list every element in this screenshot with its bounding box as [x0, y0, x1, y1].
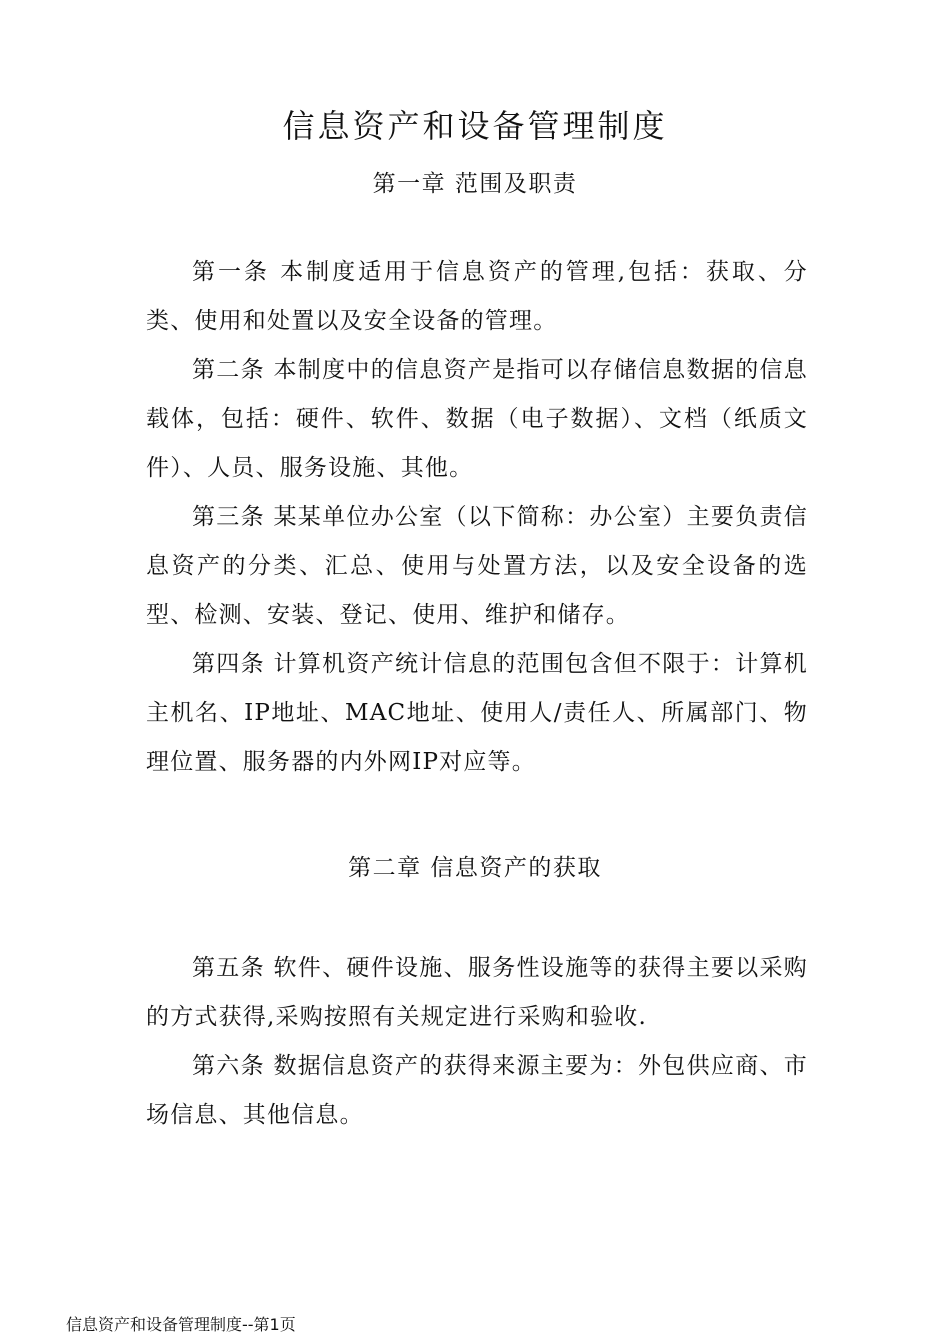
article-paragraph: 第四条 计算机资产统计信息的范围包含但不限于：计算机主机名、IP地址、MAC地址、使用人/责任人、所属部门、物理位置、服务器的内外网IP对应等。 — [146, 651, 808, 775]
article-paragraph: 第二条 本制度中的信息资产是指可以存储信息数据的信息载体，包括：硬件、软件、数据（电子数据）、文档（纸质文件）、人员、服务设施、其他。 — [146, 357, 808, 481]
article-paragraph: 第五条 软件、硬件设施、服务性设施等的获得主要以采购的方式获得,采购按照有关规定进行采购和验收. — [146, 955, 808, 1030]
chapter-title: 第一章 范围及职责 — [372, 171, 578, 197]
document-title: 信息资产和设备管理制度 — [282, 107, 668, 145]
chapter-title: 第二章 信息资产的获取 — [348, 855, 602, 881]
page-footer: 信息资产和设备管理制度--第1页 — [66, 1315, 296, 1334]
article-paragraph: 第三条 某某单位办公室（以下简称：办公室）主要负责信息资产的分类、汇总、使用与处置方法，以及安全设备的选型、检测、安装、登记、使用、维护和储存。 — [146, 504, 808, 628]
article-paragraph: 第六条 数据信息资产的获得来源主要为：外包供应商、市场信息、其他信息。 — [146, 1053, 808, 1128]
article-paragraph: 第一条 本制度适用于信息资产的管理,包括：获取、分类、使用和处置以及安全设备的管理。 — [146, 259, 808, 334]
